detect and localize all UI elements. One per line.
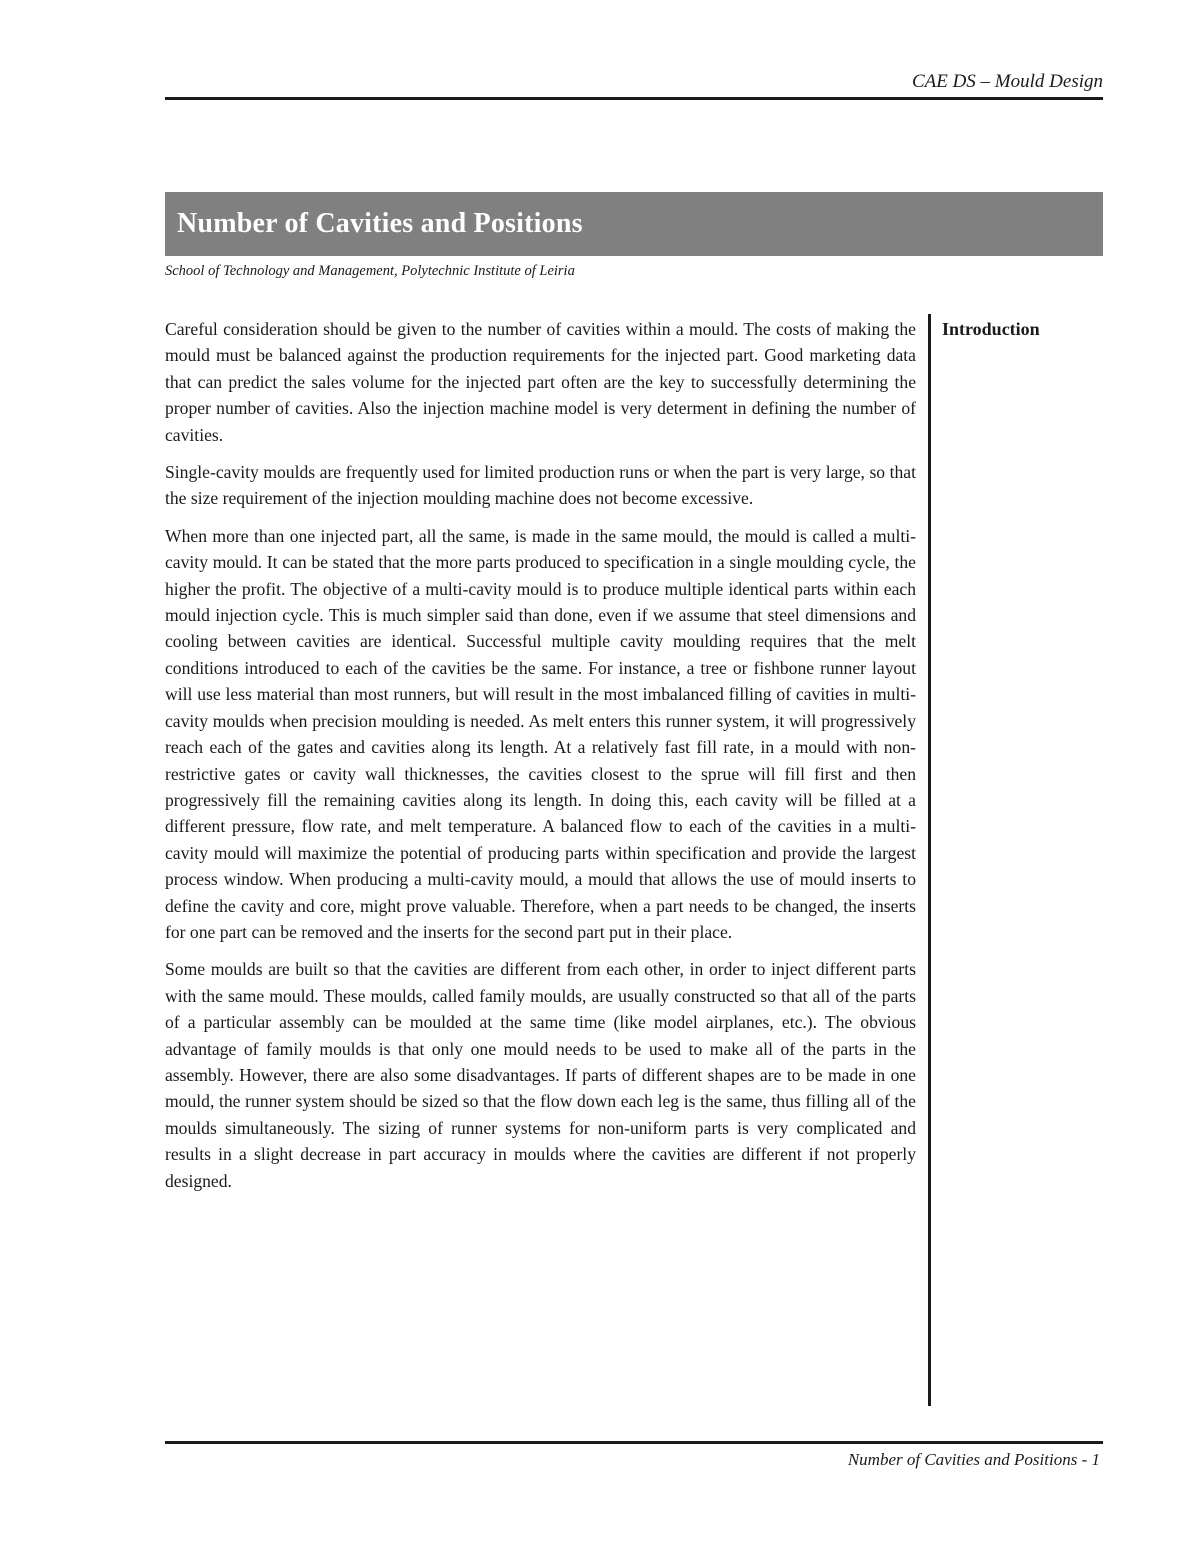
running-footer: Number of Cavities and Positions - 1: [847, 1450, 1100, 1469]
body-text: [165, 316, 916, 1205]
page-title: Number of Cavities and Positions: [177, 208, 583, 239]
title-banner: [165, 192, 1103, 256]
paragraph: Careful consideration should be given to the number of cavities within a mould. The costs of making the mould must be balanced against the production requirements for the injected part. Good marketing data that can predict the sales volume for the injected part often are the key to successfully determining the proper number of cavities. Also the injection machine model is very determent in defining the number of cavities.: [165, 319, 916, 445]
running-header: CAE DS – Mould Design: [911, 71, 1103, 92]
header-rule: [165, 97, 1103, 100]
paragraph: Single-cavity moulds are frequently used for limited production runs or when the part is very large, so that the size requirement of the injection moulding machine does not become excessive.: [165, 462, 916, 509]
paragraph: Some moulds are built so that the cavities are different from each other, in order to inject different parts with the same mould. These moulds, called family moulds, are usually constructed so that all of the parts of a particular assembly can be moulded at the same time (like model airplanes, etc.). The obvious advantage of family moulds is that only one mould needs to be used to make all of the parts in the assembly. However, there are also some disadvantages. If parts of different shapes are to be made in one mould, the runner system should be sized so that the flow down each leg is the same, thus filling all of the moulds simultaneously. The sizing of runner systems for non-uniform parts is very complicated and results in a slight decrease in part accuracy in moulds where the cavities are different if not properly designed.: [165, 959, 916, 1191]
section-heading: Introduction: [942, 319, 1040, 339]
footer-rule: [165, 1441, 1103, 1444]
paragraph: When more than one injected part, all the same, is made in the same mould, the mould is called a multi-cavity mould. It can be stated that the more parts produced to specification in a single moulding cycle, the higher the profit. The objective of a multi-cavity mould is to produce multiple identical parts within each mould injection cycle. This is much simpler said than done, even if we assume that steel dimensions and cooling between cavities are identical. Successful multiple cavity moulding requires that the melt conditions introduced to each of the cavities be the same. For instance, a tree or fishbone runner layout will use less material than most runners, but will result in the most imbalanced filling of cavities in multi-cavity moulds when precision moulding is needed. As melt enters this runner system, it will progressively reach each of the gates and cavities along its length. At a relatively fast fill rate, in a mould with non-restrictive gates or cavity wall thicknesses, the cavities closest to the sprue will fill first and then progressively fill the remaining cavities along its length. In doing this, each cavity will be filled at a different pressure, flow rate, and melt temperature. A balanced flow to each of the cavities in a multi-cavity mould will maximize the potential of producing parts within specification and provide the largest process window. When producing a multi-cavity mould, a mould that allows the use of mould inserts to define the cavity and core, might prove valuable. Therefore, when a part needs to be changed, the inserts for one part can be removed and the inserts for the second part put in their place.: [165, 525, 916, 942]
affiliation: School of Technology and Management, Polytechnic Institute of Leiria: [165, 263, 575, 279]
margin-rule: [928, 314, 931, 1406]
